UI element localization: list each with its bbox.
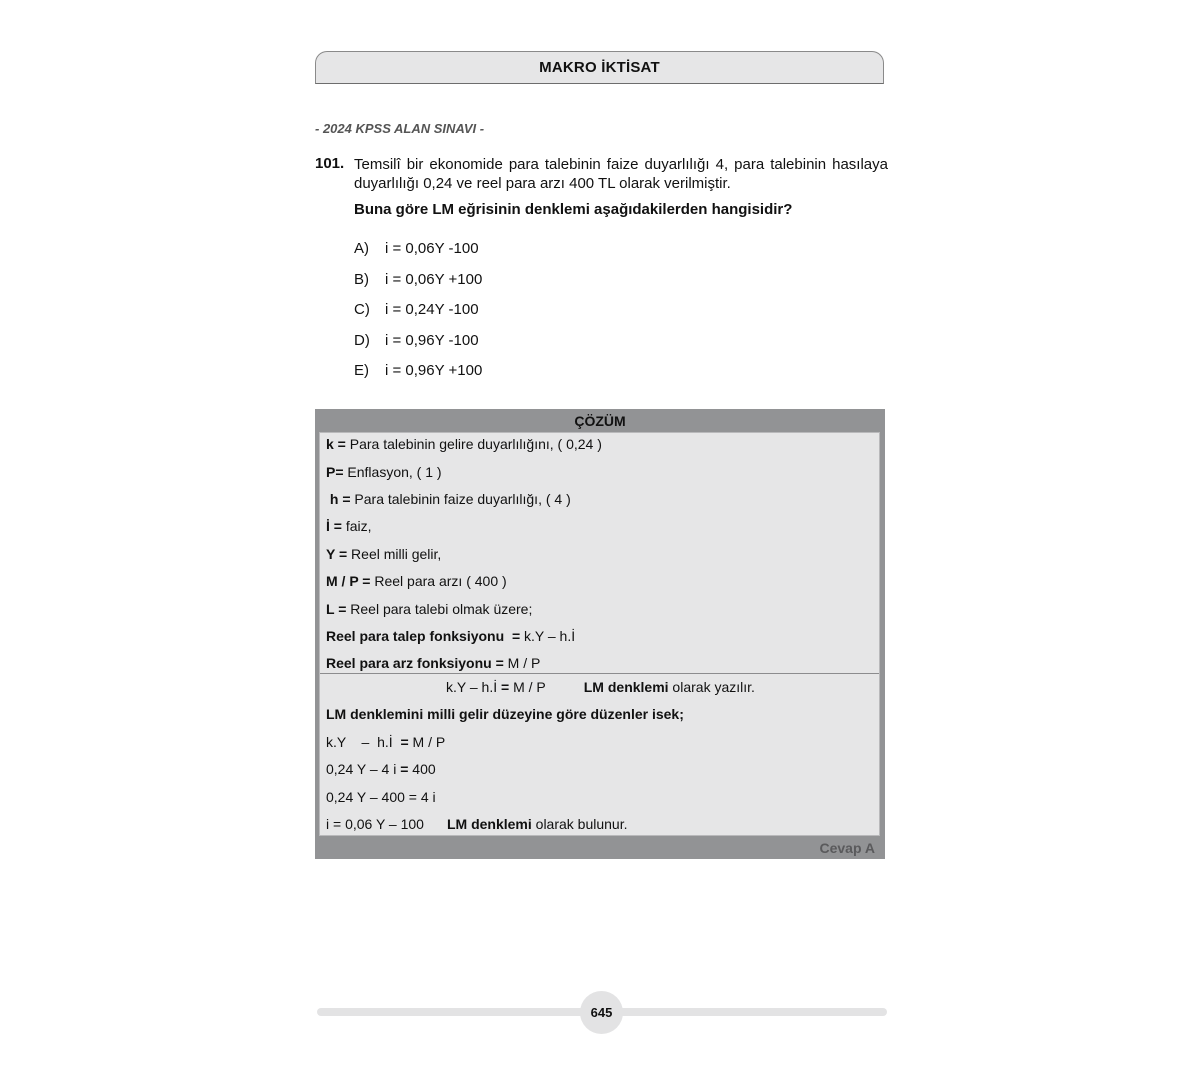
solution-def-y bbox=[326, 546, 441, 562]
def-text: Para talebinin faize duyarlılığı, ( 4 ) bbox=[350, 491, 571, 507]
question-number: 101. bbox=[315, 155, 345, 172]
equation-note: olarak yazılır. bbox=[668, 679, 755, 695]
def-text: Reel para talebi olmak üzere; bbox=[346, 601, 533, 617]
step-text: 0,24 Y – 400 = 4 i bbox=[326, 789, 436, 805]
solution-step-2 bbox=[326, 761, 436, 777]
solution-def-h bbox=[326, 491, 571, 507]
step-rhs: 400 bbox=[408, 761, 436, 777]
solution-step-4 bbox=[326, 816, 628, 832]
solution-divider bbox=[320, 673, 879, 674]
page-number: 645 bbox=[580, 991, 623, 1034]
def-text: Enflasyon, ( 1 ) bbox=[343, 464, 442, 480]
solution-def-mp bbox=[326, 573, 507, 589]
option-b bbox=[354, 271, 482, 288]
step-equals: = bbox=[400, 761, 409, 777]
option-c bbox=[354, 301, 479, 318]
solution-def-k bbox=[326, 436, 602, 452]
solution-def-p bbox=[326, 464, 442, 480]
option-text: i = 0,06Y +100 bbox=[385, 271, 483, 288]
option-text: i = 0,96Y +100 bbox=[385, 362, 483, 379]
question-prompt: Buna göre LM eğrisinin denklemi aşağıdakilerden hangisidir? bbox=[354, 201, 793, 218]
option-text: i = 0,24Y -100 bbox=[385, 301, 479, 318]
lm-label: LM denklemi bbox=[583, 679, 669, 695]
def-term: L = bbox=[326, 601, 347, 617]
equation-equals: = bbox=[501, 679, 510, 695]
def-term: Reel para talep fonksiyonu = bbox=[326, 628, 521, 644]
question-text: Temsilî bir ekonomide para talebinin faize duyarlılığı 4, para talebinin hasılaya duyarlılığı 0,24 ve reel para arzı 400 TL olarak verilmiştir. bbox=[354, 156, 888, 192]
option-letter: B) bbox=[354, 271, 369, 288]
solution-def-l bbox=[326, 601, 532, 617]
def-text: M / P bbox=[503, 655, 541, 671]
option-letter: E) bbox=[354, 362, 369, 379]
solution-def-i bbox=[326, 518, 372, 534]
def-term: P= bbox=[326, 464, 344, 480]
equation-rhs: M / P bbox=[509, 679, 546, 695]
def-text: k.Y – h.İ bbox=[520, 628, 576, 644]
solution-equation-line bbox=[446, 679, 755, 695]
option-e bbox=[354, 362, 482, 379]
solution-arrange-text bbox=[326, 706, 684, 722]
arrange-text: LM denklemini milli gelir düzeyine göre düzenler isek; bbox=[326, 706, 684, 722]
def-term: k = bbox=[326, 436, 346, 452]
step-result: i = 0,06 Y – 100 bbox=[326, 816, 424, 832]
step-rhs: M / P bbox=[408, 734, 446, 750]
section-title: MAKRO İKTİSAT bbox=[539, 59, 660, 76]
def-text: Reel milli gelir, bbox=[347, 546, 442, 562]
solution-title: ÇÖZÜM bbox=[574, 413, 626, 429]
def-term: M / P = bbox=[326, 573, 371, 589]
lm-label: LM denklemi bbox=[446, 816, 532, 832]
def-text: Reel para arzı ( 400 ) bbox=[370, 573, 507, 589]
def-text: faiz, bbox=[341, 518, 372, 534]
option-a bbox=[354, 240, 479, 257]
def-term: h = bbox=[326, 491, 351, 507]
def-text: Para talebinin gelire duyarlılığını, ( 0,24 ) bbox=[345, 436, 602, 452]
def-term: Reel para arz fonksiyonu = bbox=[326, 655, 504, 671]
option-letter: C) bbox=[354, 301, 370, 318]
step-lhs: k.Y – h.İ bbox=[326, 734, 401, 750]
option-d bbox=[354, 332, 479, 349]
step-lhs: 0,24 Y – 4 i bbox=[326, 761, 401, 777]
option-letter: A) bbox=[354, 240, 369, 257]
exam-tag: - 2024 KPSS ALAN SINAVI - bbox=[315, 121, 485, 136]
step-note: olarak bulunur. bbox=[531, 816, 628, 832]
solution-body bbox=[319, 432, 880, 836]
step-equals: = bbox=[400, 734, 409, 750]
solution-supply-function bbox=[326, 655, 540, 671]
option-text: i = 0,06Y -100 bbox=[385, 240, 479, 257]
answer-label: Cevap A bbox=[819, 840, 875, 856]
solution-step-1 bbox=[326, 734, 445, 750]
def-term: İ = bbox=[326, 518, 342, 534]
solution-box bbox=[315, 409, 885, 859]
equation-lhs: k.Y – h.İ bbox=[446, 679, 501, 695]
option-text: i = 0,96Y -100 bbox=[385, 332, 479, 349]
section-header bbox=[315, 51, 884, 84]
def-term: Y = bbox=[326, 546, 348, 562]
solution-step-3 bbox=[326, 789, 436, 805]
solution-demand-function bbox=[326, 628, 575, 644]
option-letter: D) bbox=[354, 332, 370, 349]
